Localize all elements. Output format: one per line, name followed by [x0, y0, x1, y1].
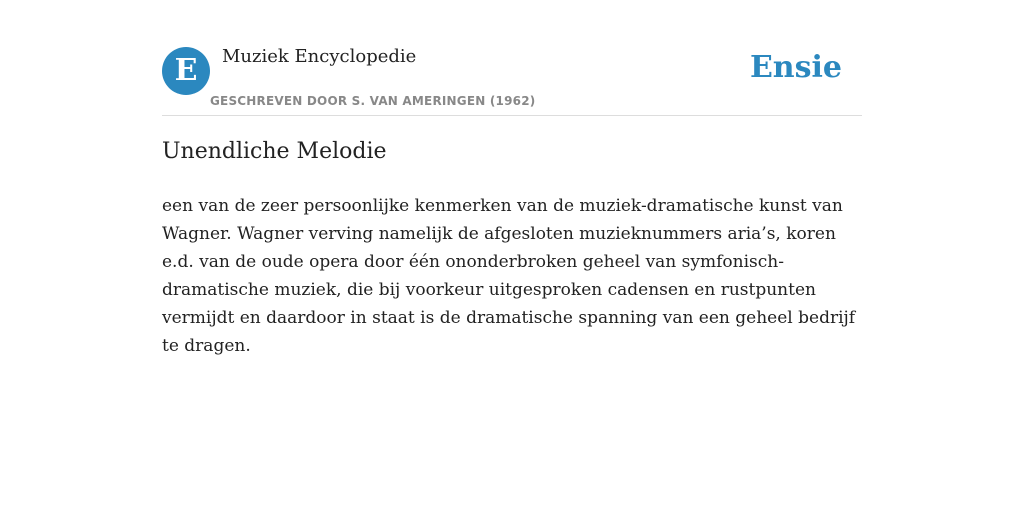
author-line: GESCHREVEN DOOR S. VAN AMERINGEN (1962) — [210, 94, 536, 108]
header — [162, 40, 862, 116]
entry-title: Unendliche Melodie — [162, 139, 387, 164]
encyclopedia-logo[interactable]: E — [162, 47, 210, 95]
entry-body: een van de zeer persoonlijke kenmerken van de muziek-dramatische kunst van Wagner. Wagner verving namelijk de afgesloten muzieknummers aria’s, koren e.d. van de oude opera door één ononderbroken geheel van symfonisch-dramatische muziek, die bij voorkeur uitgesproken cadensen en rustpunten vermijdt en daardoor in staat is de dramatische spanning van een geheel bedrijf te dragen. — [162, 196, 856, 356]
ensie-brand-logo[interactable]: Ensie — [749, 50, 842, 85]
encyclopedia-title-link[interactable]: Muziek Encyclopedie — [222, 46, 417, 67]
